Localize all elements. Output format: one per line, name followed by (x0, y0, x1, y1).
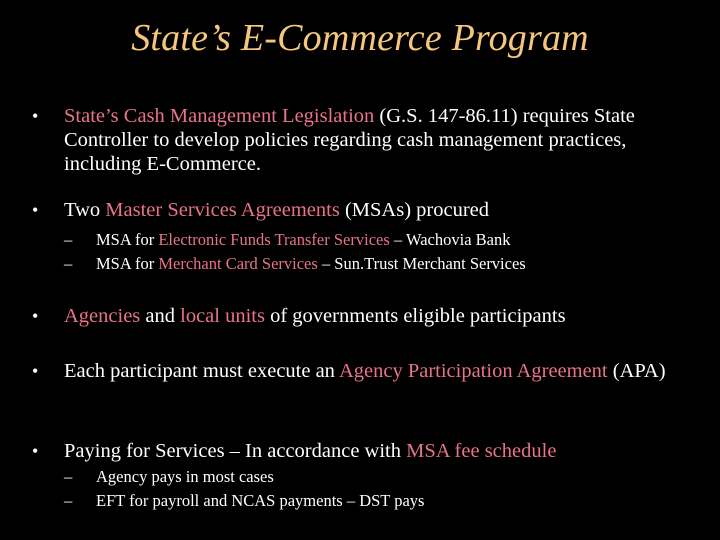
bullet-text (64, 198, 489, 222)
bullet-dot-icon: • (32, 200, 39, 220)
bullet-text (64, 304, 566, 328)
bullet-dot-icon: • (32, 306, 39, 326)
sub-bullet-text: Agency pays in most cases (96, 467, 274, 486)
bullet-dot-icon: • (32, 106, 39, 126)
dash-icon: – (64, 230, 73, 249)
body-text: MSA for (96, 230, 159, 249)
highlight-text: State’s Cash Management Legislation (64, 105, 375, 127)
body-text: Paying for Services – In accordance with (64, 440, 407, 462)
bullet-item-msas (32, 198, 702, 276)
bullet-item-cash-management (32, 104, 702, 176)
dash-icon: – (64, 467, 73, 486)
bullet-dot-icon: • (32, 441, 39, 461)
sub-bullet-item (64, 465, 702, 489)
highlight-text: Merchant Card Services (158, 254, 318, 273)
highlight-text: Electronic Funds Transfer Services (158, 230, 390, 249)
sub-bullet-text (96, 252, 526, 276)
bullet-item-apa (32, 359, 702, 383)
body-text: MSA for (96, 254, 159, 273)
sub-bullet-list (64, 228, 702, 276)
bullet-item-eligible-participants (32, 304, 702, 328)
sub-bullet-item (64, 489, 702, 513)
sub-bullet-item (64, 252, 702, 276)
dash-icon: – (64, 491, 73, 510)
body-text: Each participant must execute an (64, 360, 339, 382)
bullet-item-paying-for-services (32, 439, 702, 513)
highlight-text: Agencies (64, 305, 141, 327)
sub-bullet-text (96, 228, 510, 252)
body-text: (APA) (607, 360, 666, 382)
body-text: and (140, 305, 181, 327)
slide-title: State’s E-Commerce Program (131, 17, 589, 59)
bullet-text (64, 439, 556, 463)
body-text: – Sun.Trust Merchant Services (317, 254, 526, 273)
body-text: (G.S. 147-86.11) requires State Controller to develop policies regarding cash management practices, including E-Commerce. (64, 105, 635, 175)
highlight-text: MSA fee schedule (406, 440, 557, 462)
sub-bullet-list (64, 465, 702, 513)
bullet-dot-icon: • (32, 361, 39, 381)
body-text: of governments eligible participants (264, 305, 566, 327)
sub-bullet-text: EFT for payroll and NCAS payments – DST pays (96, 491, 425, 510)
body-text: Two (64, 199, 106, 221)
bullet-text (64, 104, 702, 176)
body-text: – Wachovia Bank (389, 230, 511, 249)
bullet-text (64, 359, 666, 383)
body-text: (MSAs) procured (339, 199, 489, 221)
highlight-text: Master Services Agreements (105, 199, 340, 221)
highlight-text: local units (180, 305, 265, 327)
dash-icon: – (64, 254, 73, 273)
sub-bullet-item (64, 228, 702, 252)
highlight-text: Agency Participation Agreement (338, 360, 608, 382)
